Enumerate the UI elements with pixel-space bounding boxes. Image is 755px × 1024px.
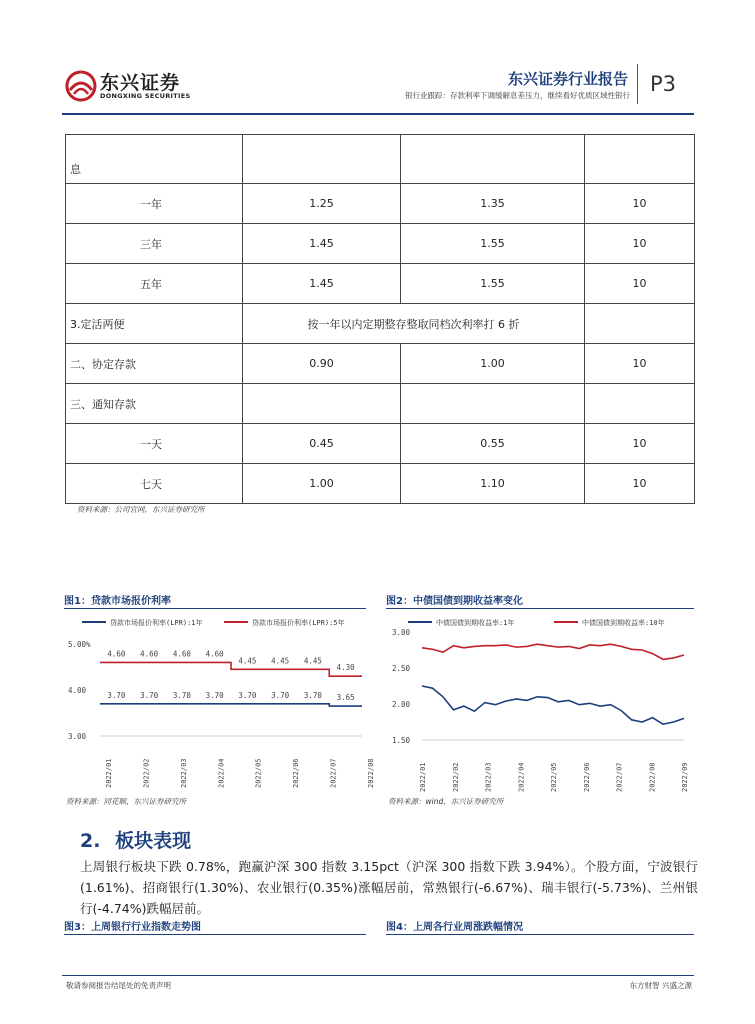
figure2-source: 资料来源：wind，东兴证券研究所 bbox=[388, 797, 504, 806]
cell: 0.45 bbox=[243, 424, 401, 464]
header-rule bbox=[62, 113, 694, 115]
cell: 1.35 bbox=[401, 184, 585, 224]
cell: 10 bbox=[585, 264, 695, 304]
y-tick-label: 3.00 bbox=[68, 732, 87, 741]
data-label: 3.70 bbox=[107, 690, 126, 700]
table-source: 资料来源：公司官网，东兴证券研究所 bbox=[77, 505, 205, 514]
data-label: 3.65 bbox=[336, 693, 355, 703]
cell: 10 bbox=[585, 224, 695, 264]
row-label: 五年 bbox=[66, 264, 243, 304]
cell: 10 bbox=[585, 424, 695, 464]
row-label: 三、通知存款 bbox=[66, 384, 243, 424]
figure1-title: 图1：贷款市场报价利率 bbox=[64, 596, 171, 607]
table-row bbox=[66, 264, 695, 304]
x-tick-label: 2022/08 bbox=[367, 758, 375, 788]
figure3-rule bbox=[64, 934, 366, 935]
series-line bbox=[422, 644, 684, 659]
x-tick-label: 2022/01 bbox=[419, 762, 427, 792]
x-tick-label: 2022/01 bbox=[105, 758, 113, 788]
data-label: 4.30 bbox=[336, 663, 355, 673]
data-label: 3.70 bbox=[238, 690, 257, 700]
row-label: 一年 bbox=[66, 184, 243, 224]
cell: 1.25 bbox=[243, 184, 401, 224]
legend-label: 贷款市场报价利率(LPR):5年 bbox=[252, 619, 345, 627]
cell: 0.55 bbox=[401, 424, 585, 464]
series-line bbox=[422, 686, 684, 724]
figure1-rule bbox=[64, 608, 366, 609]
figure4-title: 图4：上周各行业周涨跌幅情况 bbox=[386, 922, 523, 933]
data-label: 3.70 bbox=[271, 690, 290, 700]
figure4-rule bbox=[386, 934, 694, 935]
row-label: 二、协定存款 bbox=[66, 344, 243, 384]
figure2-title: 图2：中债国债到期收益率变化 bbox=[386, 596, 523, 607]
footer-motto: 东方财智 兴盛之源 bbox=[629, 981, 692, 990]
company-name-cn: 东兴证券 bbox=[100, 72, 181, 94]
company-logo-icon bbox=[64, 70, 98, 100]
table-row bbox=[66, 384, 695, 424]
cell: 10 bbox=[585, 184, 695, 224]
report-subtitle: 银行业跟踪：存款利率下调缓解息差压力，继续看好优质区域性银行 bbox=[405, 91, 630, 100]
x-tick-label: 2022/04 bbox=[217, 758, 226, 788]
bond-yield-chart bbox=[386, 612, 694, 792]
row-label: 一天 bbox=[66, 424, 243, 464]
data-label: 4.45 bbox=[271, 656, 290, 666]
header-divider bbox=[637, 64, 638, 104]
data-label: 3.70 bbox=[140, 690, 159, 700]
deposit-rate-table bbox=[65, 134, 695, 504]
company-name-en: DONGXING SECURITIES bbox=[100, 92, 191, 100]
cell: 10 bbox=[585, 464, 695, 504]
y-tick-label: 4.00 bbox=[68, 686, 87, 695]
x-tick-label: 2022/06 bbox=[292, 758, 301, 788]
y-tick-label: 2.00 bbox=[392, 700, 411, 709]
section-title: 板块表现 bbox=[115, 830, 192, 852]
cell: 10 bbox=[585, 344, 695, 384]
x-tick-label: 2022/07 bbox=[329, 758, 338, 788]
legend-label: 贷款市场报价利率(LPR):1年 bbox=[110, 619, 203, 627]
data-label: 4.45 bbox=[303, 656, 322, 666]
x-tick-label: 2022/08 bbox=[648, 762, 657, 792]
table-row bbox=[66, 224, 695, 264]
data-label: 4.60 bbox=[140, 649, 159, 659]
figure3-title: 图3：上周银行行业指数走势图 bbox=[64, 922, 201, 933]
table-row bbox=[66, 304, 695, 344]
figure2-rule bbox=[386, 608, 694, 609]
report-type: 东兴证券行业报告 bbox=[507, 70, 628, 88]
x-tick-label: 2022/07 bbox=[615, 762, 624, 792]
legend-label: 中债国债到期收益率:1年 bbox=[436, 619, 515, 627]
cell: 1.00 bbox=[401, 344, 585, 384]
data-label: 3.70 bbox=[303, 690, 322, 700]
page-number: P3 bbox=[650, 72, 677, 96]
legend-label: 中债国债到期收益率:10年 bbox=[582, 619, 665, 627]
data-label: 4.60 bbox=[205, 649, 224, 659]
data-label: 4.60 bbox=[172, 649, 191, 659]
table-row bbox=[66, 424, 695, 464]
y-tick-label: 3.00 bbox=[392, 628, 411, 637]
x-tick-label: 2022/05 bbox=[254, 758, 263, 788]
section-number: 2. bbox=[80, 830, 101, 852]
x-tick-label: 2022/06 bbox=[582, 762, 591, 792]
data-label: 4.45 bbox=[238, 656, 257, 666]
section-heading bbox=[80, 826, 191, 853]
data-label: 3.70 bbox=[205, 690, 224, 700]
table-row bbox=[66, 184, 695, 224]
y-tick-label: 1.50 bbox=[392, 736, 411, 745]
cell: 1.00 bbox=[243, 464, 401, 504]
cell: 1.55 bbox=[401, 264, 585, 304]
x-tick-label: 2022/02 bbox=[142, 758, 151, 788]
merged-cell: 按一年以内定期整存整取同档次利率打 6 折 bbox=[243, 304, 585, 344]
cell: 1.10 bbox=[401, 464, 585, 504]
data-label: 3.70 bbox=[172, 690, 191, 700]
figure1-source: 资料来源：同花顺，东兴证券研究所 bbox=[66, 797, 186, 806]
cell: 1.45 bbox=[243, 264, 401, 304]
footer-rule bbox=[62, 975, 694, 976]
row-label: 三年 bbox=[66, 224, 243, 264]
y-tick-label: 2.50 bbox=[392, 664, 411, 673]
lpr-chart bbox=[64, 612, 375, 788]
x-tick-label: 2022/03 bbox=[484, 762, 493, 792]
y-tick-label: 5.00% bbox=[68, 640, 91, 649]
row-label: 七天 bbox=[66, 464, 243, 504]
x-tick-label: 2022/04 bbox=[517, 762, 526, 792]
section-paragraph: 上周银行板块下跌 0.78%，跑赢沪深 300 指数 3.15pct（沪深 300 指数下跌 3.94%）。个股方面，宁波银行(1.61%)、招商银行(1.30%)、农业银行(0.35%)涨幅居前，常熟银行(-6.67%)、瑞丰银行(-5.73%)、兰州银行(-4.74%)跌幅居前。 bbox=[80, 859, 698, 916]
x-tick-label: 2022/03 bbox=[179, 758, 188, 788]
table-row bbox=[66, 135, 695, 184]
x-tick-label: 2022/05 bbox=[550, 762, 558, 792]
cell: 1.45 bbox=[243, 224, 401, 264]
table-row bbox=[66, 344, 695, 384]
cell: 0.90 bbox=[243, 344, 401, 384]
table-row bbox=[66, 464, 695, 504]
series-line bbox=[100, 662, 362, 676]
row-label: 3.定活两便 bbox=[66, 304, 243, 344]
row-label: 息 bbox=[66, 135, 243, 184]
x-tick-label: 2022/09 bbox=[681, 762, 689, 792]
footer-disclaimer: 敬请参阅报告结尾处的免责声明 bbox=[66, 981, 171, 990]
x-tick-label: 2022/02 bbox=[451, 762, 460, 792]
cell: 1.55 bbox=[401, 224, 585, 264]
data-label: 4.60 bbox=[107, 649, 126, 659]
series-line bbox=[100, 704, 362, 706]
